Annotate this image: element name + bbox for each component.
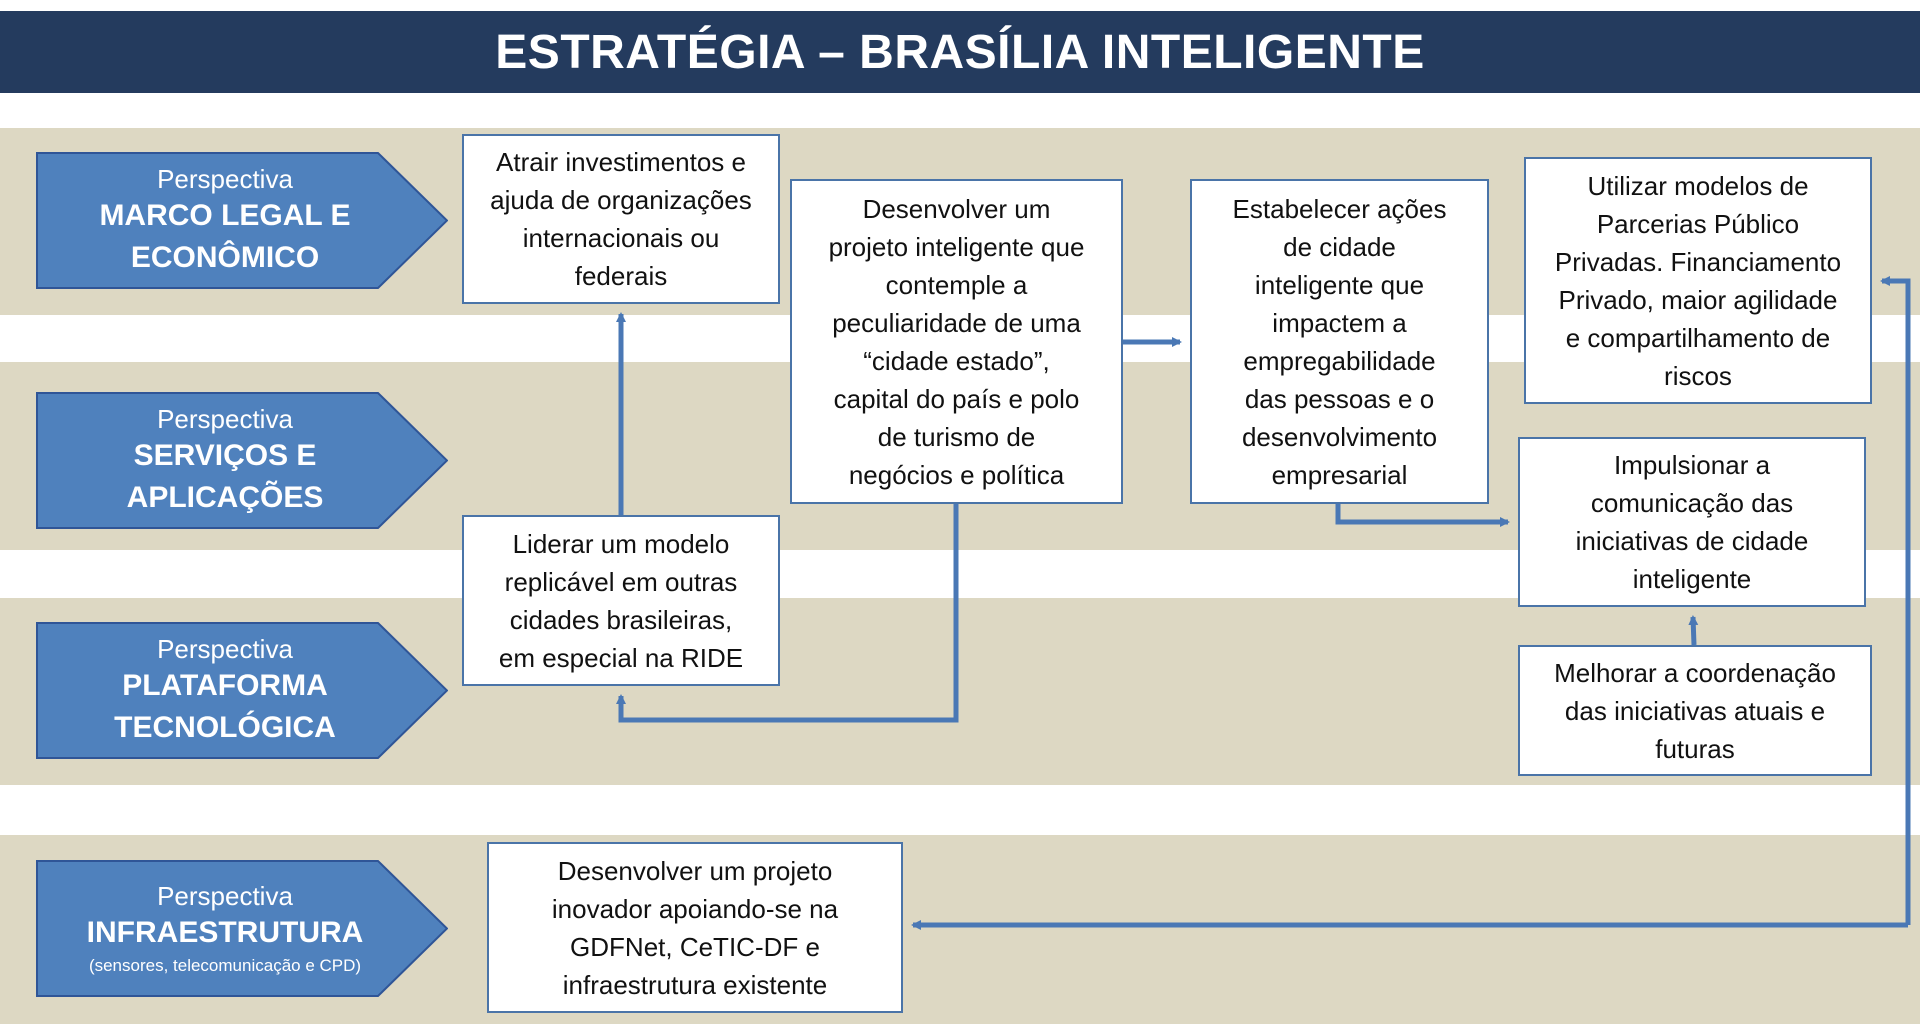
objective-box-ppp-models [1524,157,1872,404]
page-title [0,11,1920,93]
perspective-text [36,860,414,997]
objective-text: Impulsionar a comunicação das iniciativas de cidade inteligente [1575,450,1809,594]
objective-text: Estabelecer ações de cidade inteligente que impactem a empregabilidade das pessoas e o desenvolvimento empresarial [1232,193,1447,490]
objective-text: Utilizar modelos de Parcerias Público Privadas. Financiamento Privado, maior agilidade e compartilhamento de riscos [1554,170,1842,391]
page-title-text: ESTRATÉGIA – BRASÍLIA INTELIGENTE [495,25,1425,79]
objective-text: Atrair investimentos e ajuda de organizações internacionais ou federais [490,147,752,291]
objective-box-replicable-model [462,515,780,686]
objective-box-smart-city-actions [1190,179,1489,504]
perspective-plataforma [36,622,448,759]
perspective-text [36,622,414,759]
perspective-servicos [36,392,448,529]
objective-box-communication [1518,437,1866,607]
perspective-infraestrutura [36,860,448,997]
perspective-name: INFRAESTRUTURA [86,915,364,949]
objective-text: Melhorar a coordenação das iniciativas atuais e futuras [1554,657,1836,764]
objective-text: Liderar um modelo replicável em outras cidades brasileiras, em especial na RIDE [498,528,744,673]
objective-box-innovative-project [487,842,903,1013]
objective-box-smart-project [790,179,1123,504]
perspective-label: Perspectiva [157,633,293,664]
perspective-text [36,392,414,529]
perspective-name: MARCO LEGAL E ECONÔMICO [99,198,351,274]
perspective-label: Perspectiva [157,163,293,194]
perspective-label: Perspectiva [157,880,293,911]
objective-text: Desenvolver um projeto inteligente que contemple a peculiaridade de uma “cidade estado”, capital do país e polo de turismo de negócios e política [828,193,1085,490]
objective-text: Desenvolver um projeto inovador apoiando-se na GDFNet, CeTIC-DF e infraestrutura existente [551,855,839,1000]
perspective-name: SERVIÇOS E APLICAÇÕES [126,438,324,514]
objective-box-attract-investments [462,134,780,304]
perspective-label: Perspectiva [157,403,293,434]
perspective-note: (sensores, telecomunicação e CPD) [88,955,362,975]
objective-box-coordination [1518,645,1872,776]
perspective-text [36,152,414,289]
perspective-marco-legal [36,152,448,289]
perspective-name: PLATAFORMA TECNOLÓGICA [114,668,336,744]
